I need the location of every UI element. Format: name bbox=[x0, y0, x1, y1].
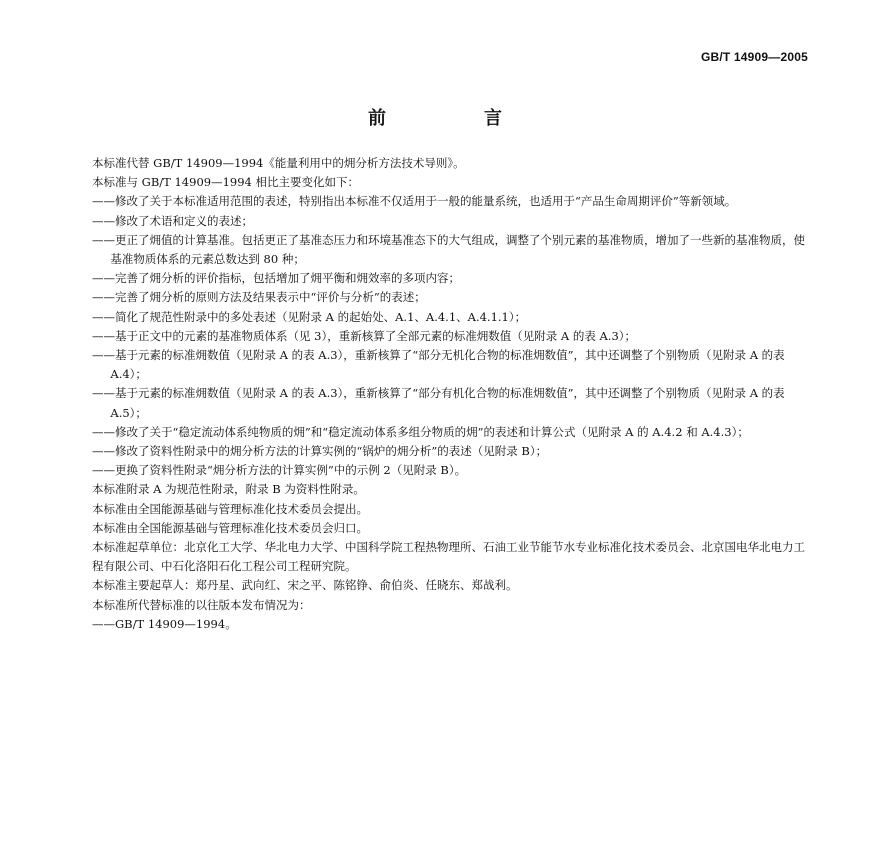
change-item-annex-simplified: ——简化了规范性附录中的多处表述（见附录 A 的起始处、A.1、A.4.1、A.4.1.1）； bbox=[92, 309, 527, 324]
change-item-methods: ——完善了㶲分析的原则方法及结果表示中“评价与分析”的表述； bbox=[92, 290, 426, 305]
change-item-scope: ——修改了关于本标准适用范围的表述，特别指出本标准不仅适用于一般的能量系统，也适用于“产品生命周期评价”等新领域。 bbox=[92, 194, 737, 209]
paragraph-proposed-by: 本标准由全国能源基础与管理标准化技术委员会提出。 bbox=[92, 501, 368, 516]
paragraph-changes-intro: 本标准与 GB/T 14909—1994 相比主要变化如下： bbox=[92, 175, 359, 190]
change-item-table-a5: ——基于元素的标准㶲数值（见附录 A 的表 A.3），重新核算了“部分有机化合物的标准㶲数值”，其中还调整了个别物质（见附录 A 的表 A.5）； bbox=[92, 386, 785, 420]
page-title: 前 言 bbox=[368, 108, 542, 129]
paragraph-replaces: 本标准代替 GB/T 14909—1994《能量利用中的㶲分析方法技术导则》。 bbox=[92, 156, 465, 170]
change-item-terms: ——修改了术语和定义的表述； bbox=[92, 213, 253, 228]
paragraph-previous-edition-item: ——GB/T 14909—1994。 bbox=[92, 616, 237, 631]
change-item-table-a3: ——基于正文中的元素的基准物质体系（见 3），重新核算了全部元素的标准㶲数值（见附录 A 的表 A.3）； bbox=[92, 328, 637, 343]
change-item-indicators: ——完善了㶲分析的评价指标，包括增加了㶲平衡和㶲效率的多项内容； bbox=[92, 271, 460, 286]
paragraph-drafting-units: 本标准起草单位：北京化工大学、华北电力大学、中国科学院工程热物理所、石油工业节能节水专业标准化技术委员会、北京国电华北电力工程有限公司、中石化洛阳石化工程公司工程研究院。 bbox=[92, 540, 805, 574]
change-item-table-a4: ——基于元素的标准㶲数值（见附录 A 的表 A.3），重新核算了“部分无机化合物的标准㶲数值”，其中还调整了个别物质（见附录 A 的表 A.4）； bbox=[92, 348, 785, 382]
paragraph-administered-by: 本标准由全国能源基础与管理标准化技术委员会归口。 bbox=[92, 520, 368, 535]
standard-number: GB/T 14909—2005 bbox=[700, 50, 808, 64]
change-item-formulas: ——修改了关于“稳定流动体系纯物质的㶲”和“稳定流动体系多组分物质的㶲”的表述和计算公式（见附录 A 的 A.4.2 和 A.4.3）； bbox=[92, 424, 749, 439]
paragraph-annexes: 本标准附录 A 为规范性附录，附录 B 为资料性附录。 bbox=[92, 482, 365, 497]
change-item-example: ——更换了资料性附录“㶲分析方法的计算实例”中的示例 2（见附录 B）。 bbox=[92, 463, 467, 478]
paragraph-drafters: 本标准主要起草人：郑丹星、武向红、宋之平、陈铭铮、俞伯炎、任晓东、郑战利。 bbox=[92, 578, 518, 593]
change-item-reference: ——更正了㶲值的计算基准。包括更正了基准态压力和环境基准态下的大气组成，调整了个别元素的基准物质，增加了一些新的基准物质，使基准物质体系的元素总数达到 80 种； bbox=[92, 232, 805, 267]
change-item-boiler: ——修改了资料性附录中的㶲分析方法的计算实例的“锅炉的㶲分析”的表述（见附录 B）； bbox=[92, 444, 548, 459]
paragraph-previous-editions: 本标准所代替标准的以往版本发布情况为： bbox=[92, 597, 311, 612]
foreword-body bbox=[92, 154, 808, 634]
